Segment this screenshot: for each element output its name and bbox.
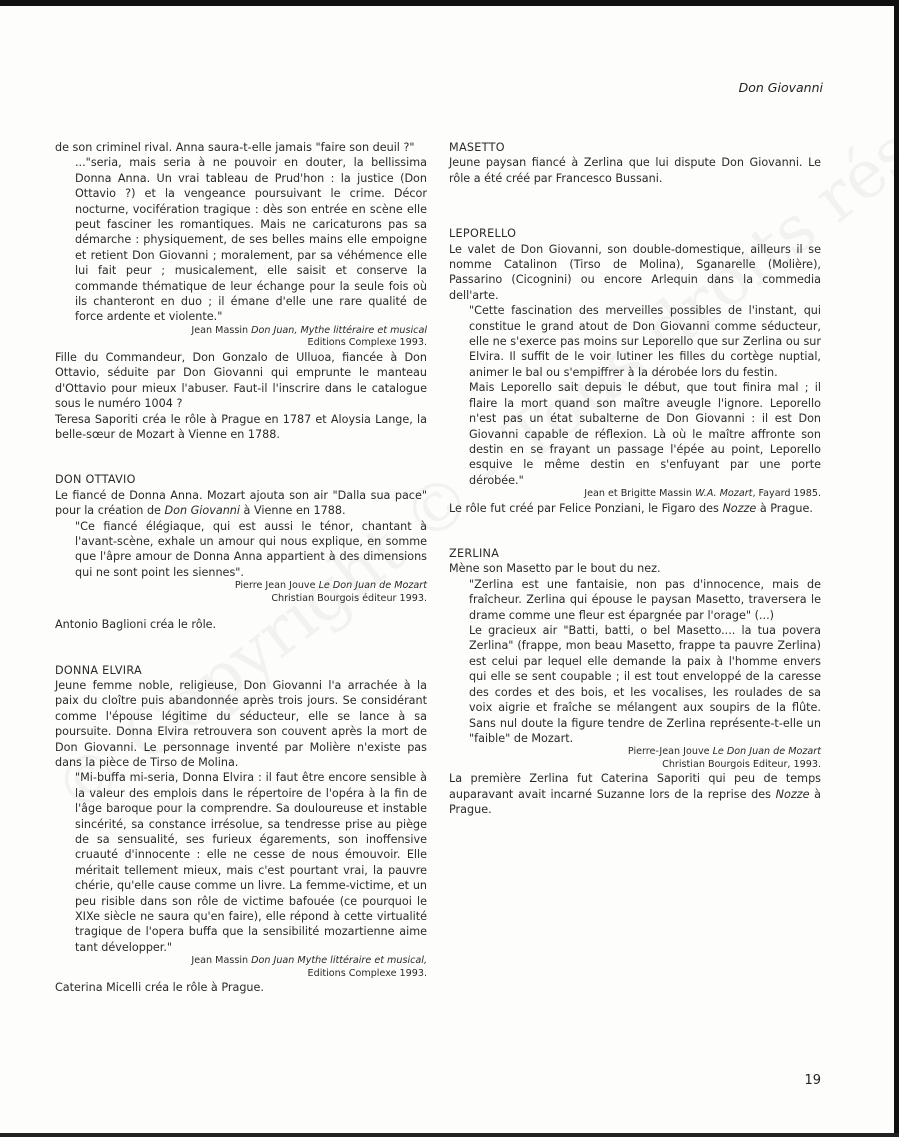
ottavio-quote: "Ce fiancé élégiaque, qui est aussi le ténor, chantant à l'avant-scène, exhale un amour qui nous explique, en somme que l'âpre amour de Donna Anna appartient à des dimensions qui ne sont point les siennes". bbox=[75, 519, 427, 579]
anna-paragraph-3: Teresa Saporiti créa le rôle à Prague en 1787 et Aloysia Lange, la belle-sœur de Mozart à Vienne en 1788. bbox=[55, 412, 427, 441]
left-column bbox=[55, 140, 427, 996]
scan-border-top bbox=[0, 0, 899, 6]
attrib-publisher: Editions Complexe 1993. bbox=[307, 337, 427, 349]
elvira-paragraph-1: Jeune femme noble, religieuse, Don Giovanni l'a arrachée à la paix du cloître puis abandonnée après trois jours. Se considérant comme l'épouse légitime du séducteur, elle se lance à sa poursuite. Donna Elvira retrouvera son couvent après la mort de Don Giovanni. Le personnage inventé par Molière n'existe pas dans la pièce de Tirso de Molina. bbox=[55, 678, 427, 769]
running-header: Don Giovanni bbox=[738, 80, 823, 95]
zerlina-quote-attribution: Pierre-Jean Jouve Le Don Juan de Mozart Christian Bourgois Editeur, 1993. bbox=[627, 746, 821, 770]
leporello-quote-1: "Cette fascination des merveilles possibles de l'instant, qui constitue le grand atout de Don Giovanni comme séducteur, elle ne s'exerce pas moins sur Leporello que sur Zerlina ou sur Elvira. Il suffit de le voir lutiner les filles du cortège nuptial, animer le bal ou s'empiffrer à la dérobée lors du festin. bbox=[469, 304, 821, 379]
zerlina-paragraph-2: La première Zerlina fut Caterina Saporiti qui peu de temps auparavant avait incarné Suzanne lors de la reprise des Nozze à Prague. bbox=[449, 772, 821, 817]
section-title-masetto: MASETTO bbox=[449, 141, 505, 154]
scan-border-right bbox=[894, 0, 899, 1137]
right-column bbox=[449, 140, 821, 818]
attrib-work: Don Juan, Mythe littéraire et musical bbox=[251, 324, 427, 336]
section-title-ottavio: DON OTTAVIO bbox=[55, 473, 136, 487]
leporello-quote-2: Mais Leporello sait depuis le début, que tout finira mal ; il flaire la mort quand son maître aveugle l'ignore. Leporello n'est pas un état subalterne de Don Giovanni : il est Don Giovanni capable de réflexion. Là où le maître affronte son destin en se frayant un passage l'épée au point, Leporello esquive le même destin en s'enfuyant par une porte dérobée." bbox=[469, 381, 821, 487]
masetto-paragraph-1: Jeune paysan fiancé à Zerlina que lui dispute Don Giovanni. Le rôle a été créé par Francesco Bussani. bbox=[449, 156, 821, 185]
section-title-leporello: LEPORELLO bbox=[449, 227, 517, 241]
attrib-author: Jean Massin bbox=[191, 324, 252, 336]
ottavio-paragraph-2: Antonio Baglioni créa le rôle. bbox=[55, 618, 217, 632]
scan-border-bottom bbox=[0, 1133, 899, 1137]
ottavio-paragraph-1: Le fiancé de Donna Anna. Mozart ajouta son air "Dalla sua pace" pour la création de Don Giovanni à Vienne en 1788. bbox=[55, 488, 427, 518]
elvira-paragraph-2: Caterina Micelli créa le rôle à Prague. bbox=[55, 981, 264, 995]
ottavio-quote-attribution: Pierre Jean Jouve Le Don Juan de Mozart Christian Bourgois éditeur 1993. bbox=[234, 580, 427, 604]
anna-quote-attribution bbox=[55, 325, 427, 350]
anna-paragraph-2: Fille du Commandeur, Don Gonzalo de Ulluoa, fiancée à Don Ottavio, séduite par Don Giovanni qui emprunte le manteau d'Ottavio pour mieux l'abuser. Faut-il l'inscrire dans le catalogue sous le numéro 1004 ? bbox=[55, 350, 427, 411]
elvira-quote-attribution: Jean Massin Don Juan Mythe littéraire et musical, Editions Complexe 1993. bbox=[191, 955, 427, 979]
zerlina-paragraph-1: Mène son Masetto par le bout du nez. bbox=[449, 562, 661, 576]
leporello-quote-attribution: Jean et Brigitte Massin W.A. Mozart, Fayard 1985. bbox=[584, 488, 821, 500]
leporello-paragraph-1: Le valet de Don Giovanni, son double-domestique, ailleurs il se nomme Catalinon (Tirso de Molina), Sganarelle (Molière), Passarino (Cicognini) ou encore Arlequin dans la commedia dell'arte. bbox=[449, 242, 821, 302]
zerlina-quote-2: Le gracieux air "Batti, batti, o bel Masetto.... la tua povera Zerlina" (frappe, mon beau Masetto, frappe ta pauvre Zerlina) est celui par lequel elle demande la paix à l'homme envers qui elle se sent coupable ; il est tout enveloppé de la caresse des cordes et des bois, et les vocalises, les roulades de sa voix aigrie et fraîche se mélangent aux soupirs de la flûte. Sans nul doute la figure tendre de Zerlina représente-t-elle un "faible" de Mozart. bbox=[469, 624, 821, 745]
anna-quote: ..."seria, mais seria à ne pouvoir en douter, la bellissima Donna Anna. Un vrai tableau de Prud'hon : la justice (Don Ottavio ?) et la vengeance poursuivant le crime. Décor nocturne, vocifération tragique : dès son entrée en scène elle peut fasciner les romantiques. Mais ne caricaturons pas sa démarche : physiquement, de ses belles mains elle empoigne et retient Don Giovanni ; moralement, par sa véhémence elle lui fait peur ; musicalement, elle saisit et conserve la commande thématique de leur échange pour la seule fois où ils chanteront en duo ; il émane d'elle une rare qualité de force ardente et violente." bbox=[75, 156, 427, 324]
page-number: 19 bbox=[804, 1073, 821, 1088]
zerlina-quote-1: "Zerlina est une fantaisie, non pas d'innocence, mais de fraîcheur. Zerlina qui épouse le paysan Masetto, traversera le drame comme une fleur est épargnée par l'orage" (...) bbox=[469, 577, 821, 622]
section-title-elvira: DONNA ELVIRA bbox=[55, 663, 142, 677]
leporello-paragraph-2: Le rôle fut créé par Felice Ponziani, le Figaro des Nozze à Prague. bbox=[449, 501, 813, 515]
section-title-zerlina: ZERLINA bbox=[449, 547, 500, 561]
anna-paragraph-1: de son criminel rival. Anna saura-t-elle jamais "faire son deuil ?" bbox=[55, 141, 415, 154]
elvira-quote: "Mi-buffa mi-seria, Donna Elvira : il faut être encore sensible à la valeur des emplois dans le répertoire de l'opéra à la fin de l'âge baroque pour la comprendre. Sa douloureuse et instable sincérité, sa constance irrésolue, sa tendresse prise au piège de sa sensualité, ses furieux égarements, son inoffensive cruauté d'innocente : elle ne cesse de nous émouvoir. Elle méritait tellement mieux, mais c'est pourtant vrai, la pauvre chérie, qu'elle cause comme un livre. La femme-victime, et un peu risible dans son rôle de victime bafouée (ce pourquoi le XIXe siècle ne saura qu'en faire), elle répond à cette virtualité tragique de l'opera buffa que la sensibilité mozartienne aime tant développer." bbox=[75, 771, 427, 954]
